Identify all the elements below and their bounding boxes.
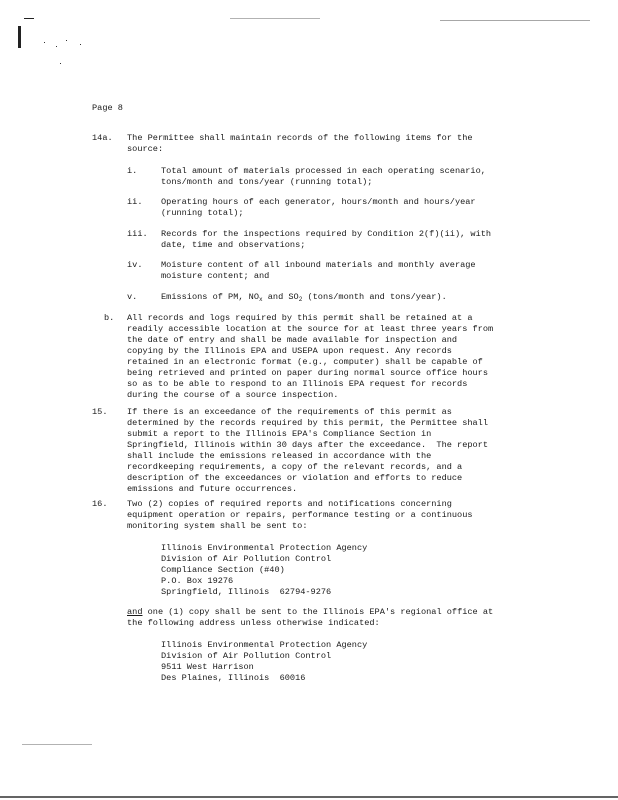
scan-artifact-left-bar <box>18 26 21 48</box>
paragraph-line: determined by the records required by this permit, the Permittee shall <box>127 418 488 428</box>
scan-artifact-bottom-edge <box>0 796 618 798</box>
list-item-text: Total amount of materials processed in each operating scenario, <box>161 166 486 176</box>
item-14a-intro-line: The Permittee shall maintain records of the following items for the <box>127 133 473 143</box>
list-item-text: (running total); <box>161 208 244 218</box>
scan-speck <box>66 40 67 41</box>
paragraph-line: Springfield, Illinois within 30 days after the exceedance. The report <box>127 440 488 450</box>
paragraph-line: copying by the Illinois EPA and USEPA upon request. Any records <box>127 346 452 356</box>
scan-speck <box>80 44 81 45</box>
regional-office-line: and one (1) copy shall be sent to the Illinois EPA's regional office at <box>127 607 494 617</box>
list-item-number: i. <box>127 166 138 176</box>
list-item-number: v. <box>127 292 138 302</box>
paragraph-line: during the course of a source inspection. <box>127 390 339 400</box>
paragraph-line: submit a report to the Illinois EPA's Compliance Section in <box>127 429 432 439</box>
paragraph-line: equipment operation or repairs, performance testing or a continuous <box>127 510 473 520</box>
scan-artifact-top-left <box>24 18 34 19</box>
scan-artifact-top-right <box>440 20 590 21</box>
paragraph-line: If there is an exceedance of the requirements of this permit as <box>127 407 452 417</box>
list-item-text: Records for the inspections required by Condition 2(f)(ii), with <box>161 229 492 239</box>
page-label: Page 8 <box>92 103 123 113</box>
paragraph-line: retained in an electronic format (e.g., computer) shall be capable of <box>127 357 483 367</box>
scan-artifact-bottom-left <box>22 744 92 745</box>
address-line: Division of Air Pollution Control <box>161 554 332 564</box>
address-line: P.O. Box 19276 <box>161 576 234 586</box>
list-item-text: Operating hours of each generator, hours/month and hours/year <box>161 197 476 207</box>
item-14a-number: 14a. <box>92 133 113 143</box>
address-line: Division of Air Pollution Control <box>161 651 332 661</box>
item-16-number: 16. <box>92 499 108 509</box>
paragraph-line: the date of entry and shall be made available for inspection and <box>127 335 458 345</box>
paragraph-line: being retrieved and printed on paper during normal source office hours <box>127 368 488 378</box>
list-item-text: tons/month and tons/year (running total); <box>161 177 373 187</box>
address-line: Des Plaines, Illinois 60016 <box>161 673 306 683</box>
emissions-line: Emissions of PM, $NO_x$ and $SO_2$ (tons/month and tons/year). <box>161 292 447 303</box>
list-item-text: moisture content; and <box>161 271 270 281</box>
list-item-text: Moisture content of all inbound materials and monthly average <box>161 260 476 270</box>
scan-speck <box>44 42 45 43</box>
paragraph-line: so as to be able to respond to an Illinois EPA request for records <box>127 379 468 389</box>
paragraph-line: the following address unless otherwise indicated: <box>127 618 380 628</box>
paragraph-line: monitoring system shall be sent to: <box>127 521 308 531</box>
address-line: Illinois Environmental Protection Agency <box>161 640 368 650</box>
paragraph-line: recordkeeping requirements, a copy of the relevant records, and a <box>127 462 463 472</box>
address-line: Illinois Environmental Protection Agency <box>161 543 368 553</box>
item-14b-number: b. <box>104 313 115 323</box>
list-item-number: ii. <box>127 197 143 207</box>
paragraph-line: emissions and future occurrences. <box>127 484 298 494</box>
paragraph-line: Two (2) copies of required reports and notifications concerning <box>127 499 452 509</box>
address-line: Compliance Section (#40) <box>161 565 285 575</box>
list-item-number: iv. <box>127 260 143 270</box>
paragraph-line: All records and logs required by this permit shall be retained at a <box>127 313 473 323</box>
item-14a-intro-line: source: <box>127 144 164 154</box>
paragraph-line: description of the exceedances or violation and efforts to reduce <box>127 473 463 483</box>
address-line: Springfield, Illinois 62794-9276 <box>161 587 332 597</box>
paragraph-line: shall include the emissions released in accordance with the <box>127 451 432 461</box>
scan-speck <box>60 63 61 64</box>
item-15-number: 15. <box>92 407 108 417</box>
scan-artifact-top-mid <box>230 18 320 19</box>
address-line: 9511 West Harrison <box>161 662 254 672</box>
paragraph-line: readily accessible location at the source for at least three years from <box>127 324 494 334</box>
list-item-number: iii. <box>127 229 148 239</box>
scan-speck <box>56 46 57 47</box>
list-item-text: date, time and observations; <box>161 240 306 250</box>
and-underlined: and <box>127 607 143 617</box>
